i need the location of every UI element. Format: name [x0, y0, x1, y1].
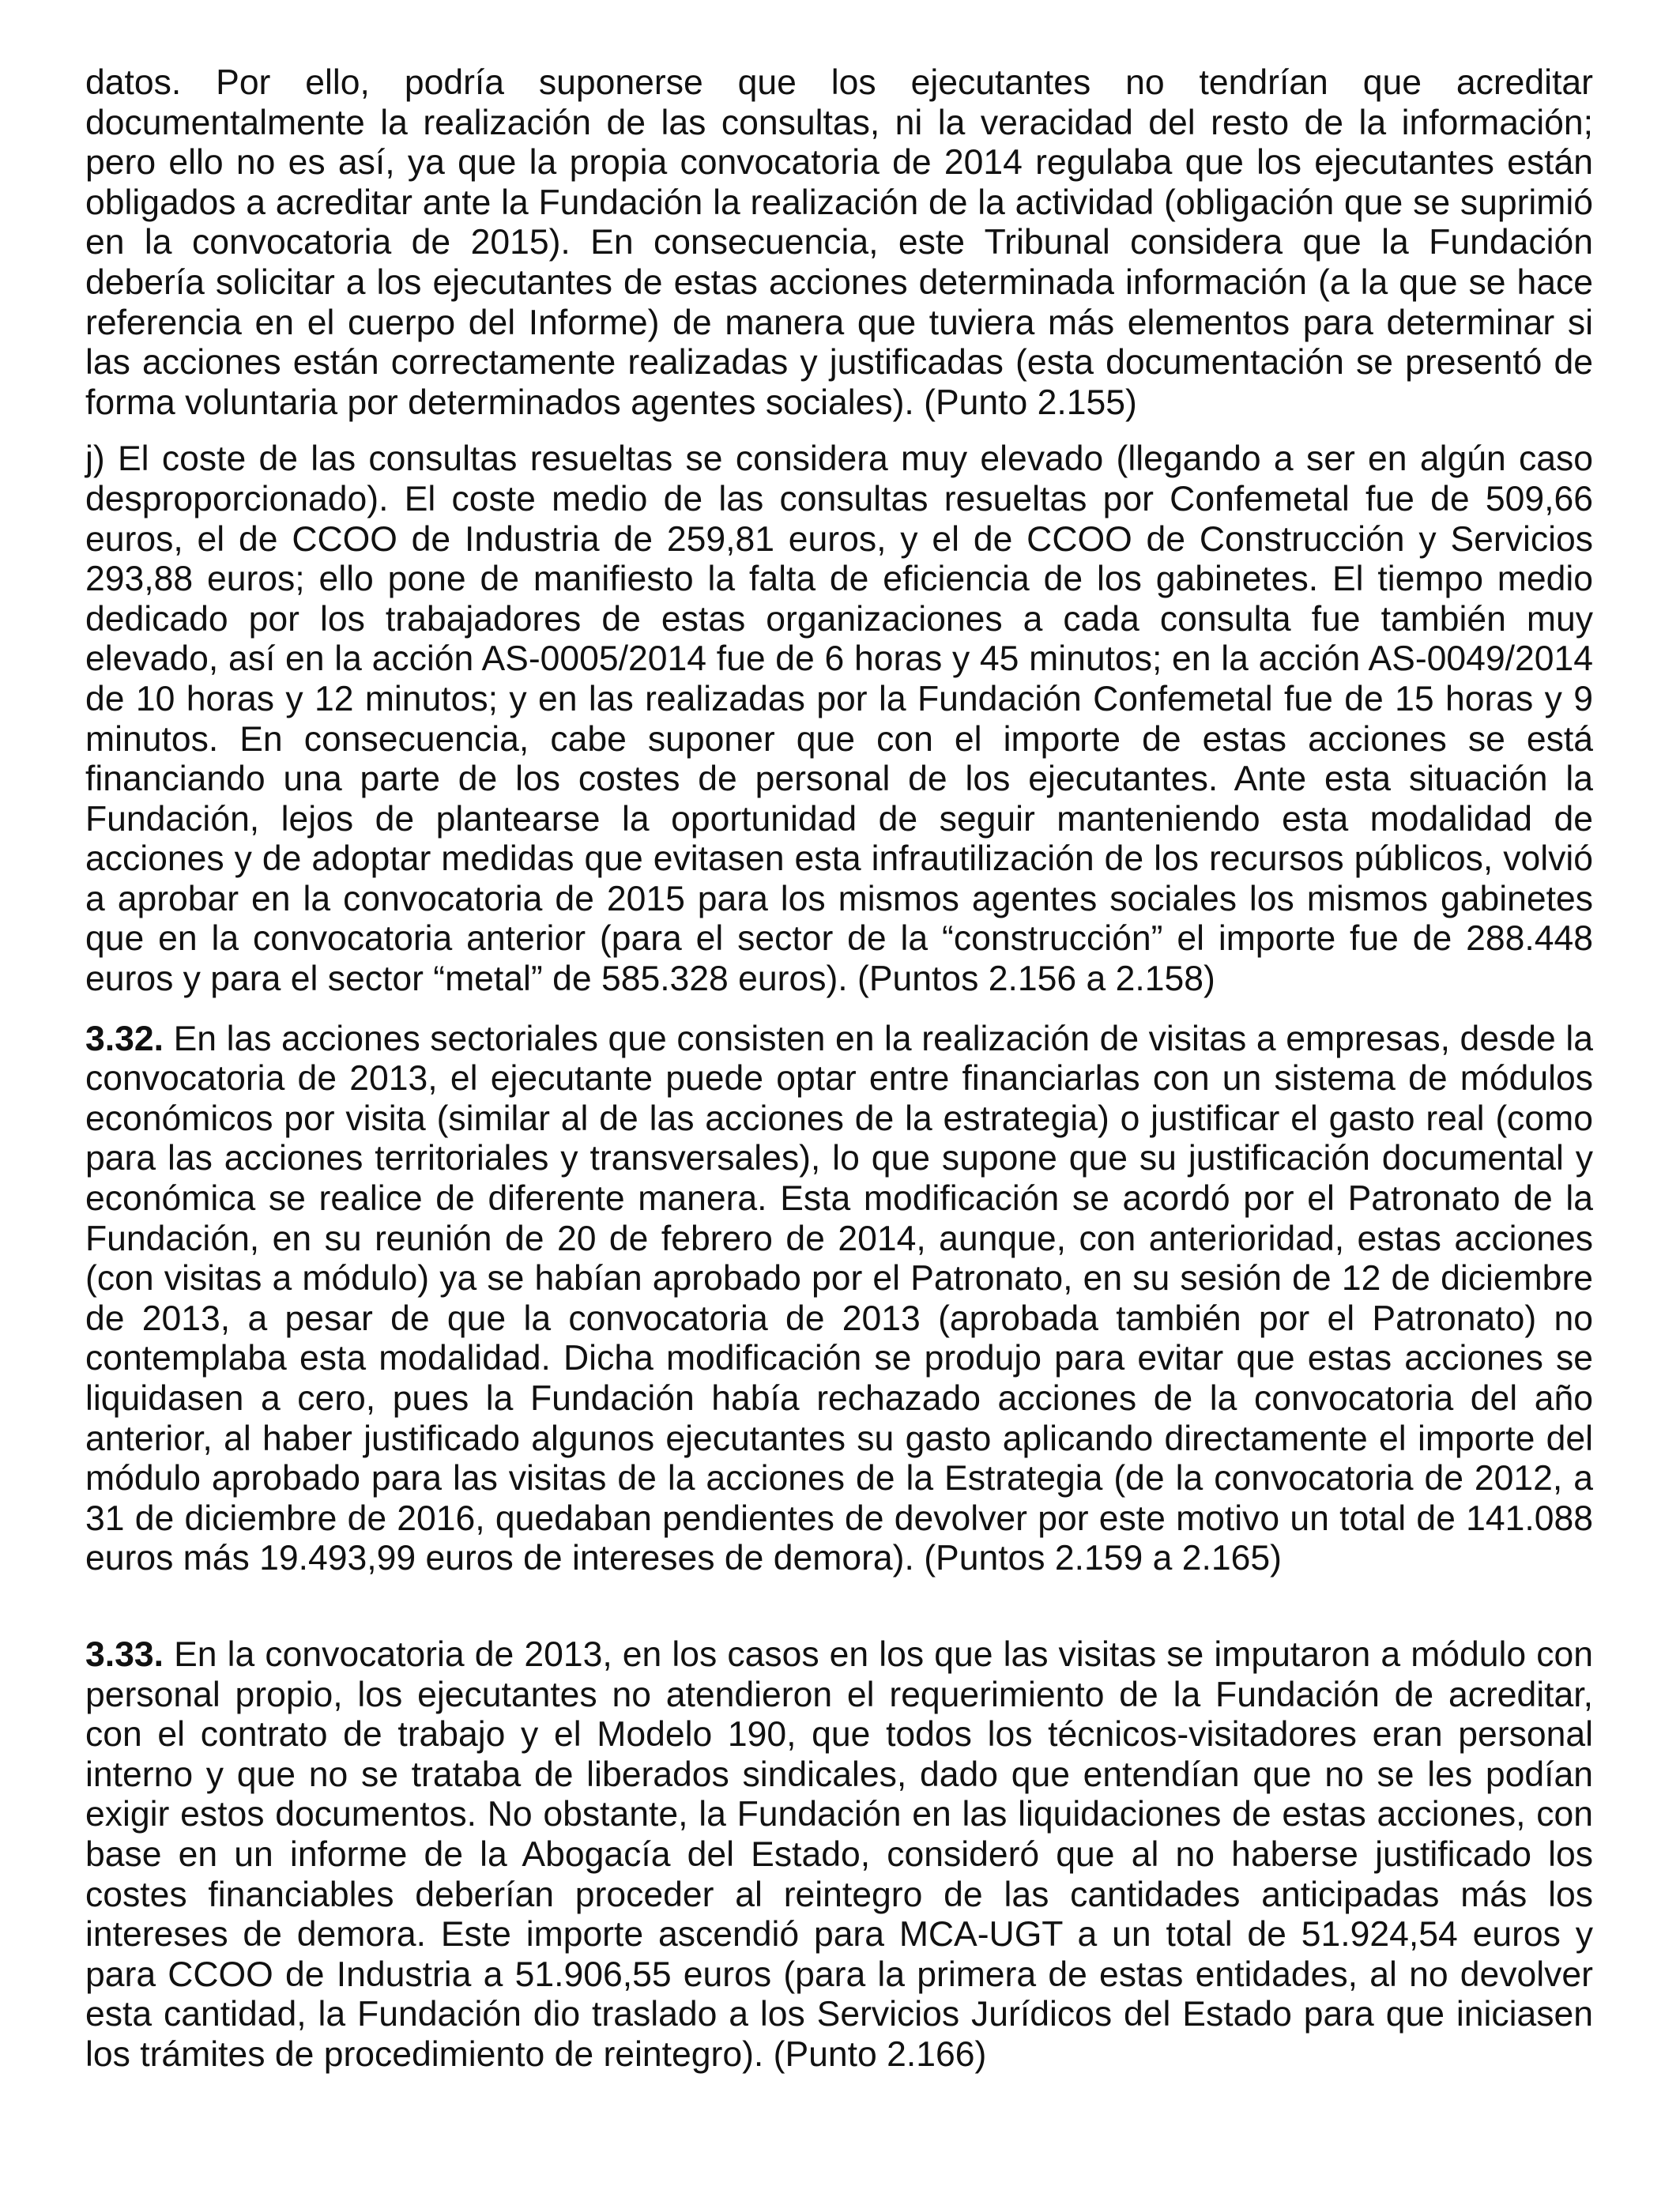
paragraph-text: En las acciones sectoriales que consisten en la realización de visitas a empresas, desde la convocatoria de 2013, el ejecutante puede optar entre financiarlas con un sistema de módulos económicos por visita (similar al de las acciones de la estrategia) o justificar el gasto real (como para las acciones territoriales y transversales), lo que supone que su justificación documental y económica se realice de diferente manera. Esta modificación se acordó por el Patronato de la Fundación, en su reunión de 20 de febrero de 2014, aunque, con anterioridad, estas acciones (con visitas a módulo) ya se habían aprobado por el Patronato, en su sesión de 12 de diciembre de 2013, a pesar de que la convocatoria de 2013 (aprobada también por el Patronato) no contemplaba esta modalidad. Dicha modificación se produjo para evitar que estas acciones se liquidasen a cero, pues la Fundación había rechazado acciones de la convocatoria del año anterior, al haber justificado algunos ejecutantes su gasto aplicando directamente el importe del módulo aprobado para las visitas de la acciones de la Estrategia (de la convocatoria de 2012, a 31 de diciembre de 2016, quedaban pendientes de devolver por este motivo un total de 141.088 euros más 19.493,99 euros de intereses de demora). (Puntos 2.159 a 2.165) — [85, 1019, 1593, 1578]
paragraph-number: 3.33. — [85, 1634, 164, 1674]
paragraph-item-j — [85, 439, 1593, 999]
paragraph-3-33 — [85, 1635, 1593, 2075]
paragraph-text: En la convocatoria de 2013, en los casos en los que las visitas se imputaron a módulo con personal propio, los ejecutantes no atendieron el requerimiento de la Fundación de acreditar, con el contrato de trabajo y el Modelo 190, que todos los técnicos-visitadores eran personal interno y que no se trataba de liberados sindicales, dado que entendían que no se les podían exigir estos documentos. No obstante, la Fundación en las liquidaciones de estas acciones, con base en un informe de la Abogacía del Estado, consideró que al no haberse justificado los costes financiables deberían proceder al reintegro de las cantidades anticipadas más los intereses de demora. Este importe ascendió para MCA-UGT a un total de 51.924,54 euros y para CCOO de Industria a 51.906,55 euros (para la primera de estas entidades, al no devolver esta cantidad, la Fundación dio traslado a los Servicios Jurídicos del Estado para que iniciasen los trámites de procedimiento de reintegro). (Punto 2.166) — [85, 1634, 1593, 2074]
paragraph-3-32 — [85, 1020, 1593, 1579]
document-page — [85, 63, 1593, 2075]
paragraph-text: datos. Por ello, podría suponerse que los ejecutantes no tendrían que acreditar documentalmente la realización de las consultas, ni la veracidad del resto de la información; pero ello no es así, ya que la propia convocatoria de 2014 regulaba que los ejecutantes están obligados a acreditar ante la Fundación la realización de la actividad (obligación que se suprimió en la convocatoria de 2015). En consecuencia, este Tribunal considera que la Fundación debería solicitar a los ejecutantes de estas acciones determinada información (a la que se hace referencia en el cuerpo del Informe) de manera que tuviera más elementos para determinar si las acciones están correctamente realizadas y justificadas (esta documentación se presentó de forma voluntaria por determinados agentes sociales). (Punto 2.155) — [85, 63, 1593, 422]
paragraph-continuation — [85, 63, 1593, 423]
paragraph-number: 3.32. — [85, 1019, 164, 1058]
paragraph-text: j) El coste de las consultas resueltas se considera muy elevado (llegando a ser en algún caso desproporcionado). El coste medio de las consultas resueltas por Confemetal fue de 509,66 euros, el de CCOO de Industria de 259,81 euros, y el de CCOO de Construcción y Servicios 293,88 euros; ello pone de manifiesto la falta de eficiencia de los gabinetes. El tiempo medio dedicado por los trabajadores de estas organizaciones a cada consulta fue también muy elevado, así en la acción AS-0005/2014 fue de 6 horas y 45 minutos; en la acción AS-0049/2014 de 10 horas y 12 minutos; y en las realizadas por la Fundación Confemetal fue de 15 horas y 9 minutos. En consecuencia, cabe suponer que con el importe de estas acciones se está financiando una parte de los costes de personal de los ejecutantes. Ante esta situación la Fundación, lejos de plantearse la oportunidad de seguir manteniendo esta modalidad de acciones y de adoptar medidas que evitasen esta infrautilización de los recursos públicos, volvió a aprobar en la convocatoria de 2015 para los mismos agentes sociales los mismos gabinetes que en la convocatoria anterior (para el sector de la “construcción” el importe fue de 288.448 euros y para el sector “metal” de 585.328 euros). (Puntos 2.156 a 2.158) — [85, 439, 1593, 999]
